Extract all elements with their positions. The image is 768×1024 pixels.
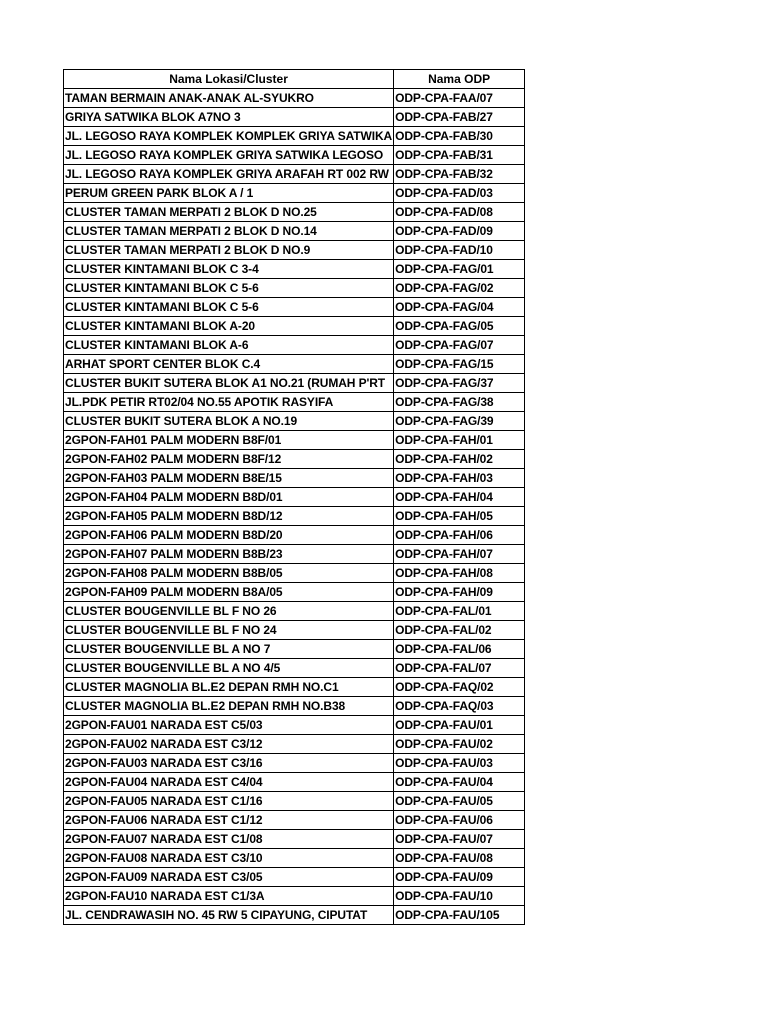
cell-nama-lokasi[interactable]: 2GPON-FAH03 PALM MODERN B8E/15 bbox=[64, 469, 394, 488]
cell-nama-odp[interactable]: ODP-CPA-FAU/10 bbox=[394, 887, 525, 906]
table-row bbox=[64, 412, 525, 431]
cell-nama-lokasi[interactable]: CLUSTER BOUGENVILLE BL F NO 26 bbox=[64, 602, 394, 621]
cell-nama-odp[interactable]: ODP-CPA-FAU/03 bbox=[394, 754, 525, 773]
cell-nama-lokasi[interactable]: TAMAN BERMAIN ANAK-ANAK AL-SYUKRO bbox=[64, 89, 394, 108]
table-row bbox=[64, 773, 525, 792]
odp-location-table bbox=[63, 69, 525, 925]
table-row bbox=[64, 906, 525, 925]
cell-nama-odp[interactable]: ODP-CPA-FAB/30 bbox=[394, 127, 525, 146]
table-row bbox=[64, 317, 525, 336]
table-row bbox=[64, 469, 525, 488]
table-row bbox=[64, 811, 525, 830]
table-row bbox=[64, 545, 525, 564]
cell-nama-odp[interactable]: ODP-CPA-FAH/04 bbox=[394, 488, 525, 507]
cell-nama-lokasi[interactable]: JL. LEGOSO RAYA KOMPLEK KOMPLEK GRIYA SATWIKA bbox=[64, 127, 394, 146]
cell-nama-odp[interactable]: ODP-CPA-FAH/06 bbox=[394, 526, 525, 545]
cell-nama-odp[interactable]: ODP-CPA-FAB/31 bbox=[394, 146, 525, 165]
cell-nama-odp[interactable]: ODP-CPA-FAG/07 bbox=[394, 336, 525, 355]
cell-nama-lokasi[interactable]: 2GPON-FAH08 PALM MODERN B8B/05 bbox=[64, 564, 394, 583]
cell-nama-odp[interactable]: ODP-CPA-FAG/02 bbox=[394, 279, 525, 298]
cell-nama-odp[interactable]: ODP-CPA-FAG/15 bbox=[394, 355, 525, 374]
cell-nama-lokasi[interactable]: CLUSTER MAGNOLIA BL.E2 DEPAN RMH NO.B38 bbox=[64, 697, 394, 716]
cell-nama-lokasi[interactable]: CLUSTER BOUGENVILLE BL A NO 7 bbox=[64, 640, 394, 659]
cell-nama-lokasi[interactable]: PERUM GREEN PARK BLOK A / 1 bbox=[64, 184, 394, 203]
table-row bbox=[64, 355, 525, 374]
cell-nama-odp[interactable]: ODP-CPA-FAH/07 bbox=[394, 545, 525, 564]
cell-nama-odp[interactable]: ODP-CPA-FAU/08 bbox=[394, 849, 525, 868]
table-body bbox=[64, 89, 525, 925]
cell-nama-lokasi[interactable]: CLUSTER BUKIT SUTERA BLOK A1 NO.21 (RUMAH P'RT bbox=[64, 374, 394, 393]
table-row bbox=[64, 184, 525, 203]
cell-nama-odp[interactable]: ODP-CPA-FAG/37 bbox=[394, 374, 525, 393]
cell-nama-odp[interactable]: ODP-CPA-FAH/02 bbox=[394, 450, 525, 469]
cell-nama-lokasi[interactable]: CLUSTER BOUGENVILLE BL A NO 4/5 bbox=[64, 659, 394, 678]
cell-nama-lokasi[interactable]: 2GPON-FAH02 PALM MODERN B8F/12 bbox=[64, 450, 394, 469]
cell-nama-odp[interactable]: ODP-CPA-FAB/32 bbox=[394, 165, 525, 184]
table-row bbox=[64, 488, 525, 507]
cell-nama-odp[interactable]: ODP-CPA-FAH/01 bbox=[394, 431, 525, 450]
cell-nama-odp[interactable]: ODP-CPA-FAL/07 bbox=[394, 659, 525, 678]
cell-nama-odp[interactable]: ODP-CPA-FAA/07 bbox=[394, 89, 525, 108]
cell-nama-lokasi[interactable]: GRIYA SATWIKA BLOK A7NO 3 bbox=[64, 108, 394, 127]
table-row bbox=[64, 716, 525, 735]
cell-nama-odp[interactable]: ODP-CPA-FAG/04 bbox=[394, 298, 525, 317]
cell-nama-odp[interactable]: ODP-CPA-FAL/06 bbox=[394, 640, 525, 659]
cell-nama-odp[interactable]: ODP-CPA-FAG/05 bbox=[394, 317, 525, 336]
cell-nama-lokasi[interactable]: CLUSTER KINTAMANI BLOK C 5-6 bbox=[64, 279, 394, 298]
cell-nama-odp[interactable]: ODP-CPA-FAU/02 bbox=[394, 735, 525, 754]
table-row bbox=[64, 165, 525, 184]
cell-nama-lokasi[interactable]: 2GPON-FAU09 NARADA EST C3/05 bbox=[64, 868, 394, 887]
table-row bbox=[64, 678, 525, 697]
cell-nama-lokasi[interactable]: 2GPON-FAU07 NARADA EST C1/08 bbox=[64, 830, 394, 849]
cell-nama-lokasi[interactable]: 2GPON-FAH01 PALM MODERN B8F/01 bbox=[64, 431, 394, 450]
table-row bbox=[64, 564, 525, 583]
table-row bbox=[64, 754, 525, 773]
cell-nama-odp[interactable]: ODP-CPA-FAU/05 bbox=[394, 792, 525, 811]
cell-nama-lokasi[interactable]: 2GPON-FAH06 PALM MODERN B8D/20 bbox=[64, 526, 394, 545]
table-row bbox=[64, 792, 525, 811]
cell-nama-odp[interactable]: ODP-CPA-FAU/01 bbox=[394, 716, 525, 735]
cell-nama-odp[interactable]: ODP-CPA-FAQ/02 bbox=[394, 678, 525, 697]
table-row bbox=[64, 89, 525, 108]
table-row bbox=[64, 374, 525, 393]
table-row bbox=[64, 450, 525, 469]
cell-nama-odp[interactable]: ODP-CPA-FAG/01 bbox=[394, 260, 525, 279]
cell-nama-lokasi[interactable]: 2GPON-FAU02 NARADA EST C3/12 bbox=[64, 735, 394, 754]
table-row bbox=[64, 431, 525, 450]
cell-nama-odp[interactable]: ODP-CPA-FAH/08 bbox=[394, 564, 525, 583]
cell-nama-odp[interactable]: ODP-CPA-FAB/27 bbox=[394, 108, 525, 127]
cell-nama-odp[interactable]: ODP-CPA-FAH/03 bbox=[394, 469, 525, 488]
cell-nama-odp[interactable]: ODP-CPA-FAU/09 bbox=[394, 868, 525, 887]
cell-nama-lokasi[interactable]: 2GPON-FAU01 NARADA EST C5/03 bbox=[64, 716, 394, 735]
cell-nama-lokasi[interactable]: ARHAT SPORT CENTER BLOK C.4 bbox=[64, 355, 394, 374]
table-row bbox=[64, 260, 525, 279]
table-row bbox=[64, 393, 525, 412]
cell-nama-odp[interactable]: ODP-CPA-FAD/08 bbox=[394, 203, 525, 222]
table-row bbox=[64, 868, 525, 887]
cell-nama-lokasi[interactable]: JL. CENDRAWASIH NO. 45 RW 5 CIPAYUNG, CIPUTAT bbox=[64, 906, 394, 925]
cell-nama-lokasi[interactable]: 2GPON-FAU04 NARADA EST C4/04 bbox=[64, 773, 394, 792]
cell-nama-lokasi[interactable]: 2GPON-FAU06 NARADA EST C1/12 bbox=[64, 811, 394, 830]
table-row bbox=[64, 887, 525, 906]
table-row bbox=[64, 222, 525, 241]
table-row bbox=[64, 526, 525, 545]
cell-nama-odp[interactable]: ODP-CPA-FAU/04 bbox=[394, 773, 525, 792]
cell-nama-lokasi[interactable]: CLUSTER MAGNOLIA BL.E2 DEPAN RMH NO.C1 bbox=[64, 678, 394, 697]
cell-nama-lokasi[interactable]: CLUSTER KINTAMANI BLOK A-6 bbox=[64, 336, 394, 355]
cell-nama-lokasi[interactable]: JL. LEGOSO RAYA KOMPLEK GRIYA SATWIKA LEGOSO bbox=[64, 146, 394, 165]
cell-nama-lokasi[interactable]: CLUSTER TAMAN MERPATI 2 BLOK D NO.25 bbox=[64, 203, 394, 222]
cell-nama-lokasi[interactable]: 2GPON-FAU08 NARADA EST C3/10 bbox=[64, 849, 394, 868]
cell-nama-lokasi[interactable]: CLUSTER TAMAN MERPATI 2 BLOK D NO.14 bbox=[64, 222, 394, 241]
cell-nama-odp[interactable]: ODP-CPA-FAU/07 bbox=[394, 830, 525, 849]
cell-nama-odp[interactable]: ODP-CPA-FAH/05 bbox=[394, 507, 525, 526]
table-row bbox=[64, 507, 525, 526]
table-row bbox=[64, 849, 525, 868]
cell-nama-odp[interactable]: ODP-CPA-FAG/39 bbox=[394, 412, 525, 431]
table-row bbox=[64, 602, 525, 621]
cell-nama-lokasi[interactable]: CLUSTER BUKIT SUTERA BLOK A NO.19 bbox=[64, 412, 394, 431]
table-row bbox=[64, 640, 525, 659]
table-row bbox=[64, 735, 525, 754]
table-header-row bbox=[64, 70, 525, 89]
table-row bbox=[64, 127, 525, 146]
table-row bbox=[64, 298, 525, 317]
cell-nama-odp[interactable]: ODP-CPA-FAL/01 bbox=[394, 602, 525, 621]
cell-nama-lokasi[interactable]: JL.PDK PETIR RT02/04 NO.55 APOTIK RASYIFA bbox=[64, 393, 394, 412]
cell-nama-lokasi[interactable]: 2GPON-FAH05 PALM MODERN B8D/12 bbox=[64, 507, 394, 526]
cell-nama-odp[interactable]: ODP-CPA-FAD/09 bbox=[394, 222, 525, 241]
cell-nama-odp[interactable]: ODP-CPA-FAD/03 bbox=[394, 184, 525, 203]
table-row bbox=[64, 830, 525, 849]
cell-nama-lokasi[interactable]: 2GPON-FAH09 PALM MODERN B8A/05 bbox=[64, 583, 394, 602]
cell-nama-lokasi[interactable]: CLUSTER BOUGENVILLE BL F NO 24 bbox=[64, 621, 394, 640]
table-row bbox=[64, 659, 525, 678]
cell-nama-lokasi[interactable]: CLUSTER KINTAMANI BLOK A-20 bbox=[64, 317, 394, 336]
table-row bbox=[64, 146, 525, 165]
table-row bbox=[64, 241, 525, 260]
header-nama-odp[interactable]: Nama ODP bbox=[394, 70, 525, 89]
table-row bbox=[64, 583, 525, 602]
header-nama-lokasi[interactable]: Nama Lokasi/Cluster bbox=[64, 70, 394, 89]
table-row bbox=[64, 203, 525, 222]
cell-nama-odp[interactable]: ODP-CPA-FAD/10 bbox=[394, 241, 525, 260]
cell-nama-lokasi[interactable]: 2GPON-FAU10 NARADA EST C1/3A bbox=[64, 887, 394, 906]
cell-nama-lokasi[interactable]: 2GPON-FAU05 NARADA EST C1/16 bbox=[64, 792, 394, 811]
table-row bbox=[64, 336, 525, 355]
cell-nama-odp[interactable]: ODP-CPA-FAL/02 bbox=[394, 621, 525, 640]
table-row bbox=[64, 108, 525, 127]
cell-nama-lokasi[interactable]: 2GPON-FAU03 NARADA EST C3/16 bbox=[64, 754, 394, 773]
cell-nama-lokasi[interactable]: CLUSTER KINTAMANI BLOK C 5-6 bbox=[64, 298, 394, 317]
cell-nama-odp[interactable]: ODP-CPA-FAH/09 bbox=[394, 583, 525, 602]
cell-nama-lokasi[interactable]: JL. LEGOSO RAYA KOMPLEK GRIYA ARAFAH RT 002 RW bbox=[64, 165, 394, 184]
cell-nama-lokasi[interactable]: 2GPON-FAH04 PALM MODERN B8D/01 bbox=[64, 488, 394, 507]
cell-nama-odp[interactable]: ODP-CPA-FAU/105 bbox=[394, 906, 525, 925]
table-row bbox=[64, 621, 525, 640]
cell-nama-odp[interactable]: ODP-CPA-FAG/38 bbox=[394, 393, 525, 412]
cell-nama-odp[interactable]: ODP-CPA-FAQ/03 bbox=[394, 697, 525, 716]
cell-nama-odp[interactable]: ODP-CPA-FAU/06 bbox=[394, 811, 525, 830]
table-row bbox=[64, 697, 525, 716]
table-row bbox=[64, 279, 525, 298]
cell-nama-lokasi[interactable]: CLUSTER KINTAMANI BLOK C 3-4 bbox=[64, 260, 394, 279]
cell-nama-lokasi[interactable]: 2GPON-FAH07 PALM MODERN B8B/23 bbox=[64, 545, 394, 564]
cell-nama-lokasi[interactable]: CLUSTER TAMAN MERPATI 2 BLOK D NO.9 bbox=[64, 241, 394, 260]
